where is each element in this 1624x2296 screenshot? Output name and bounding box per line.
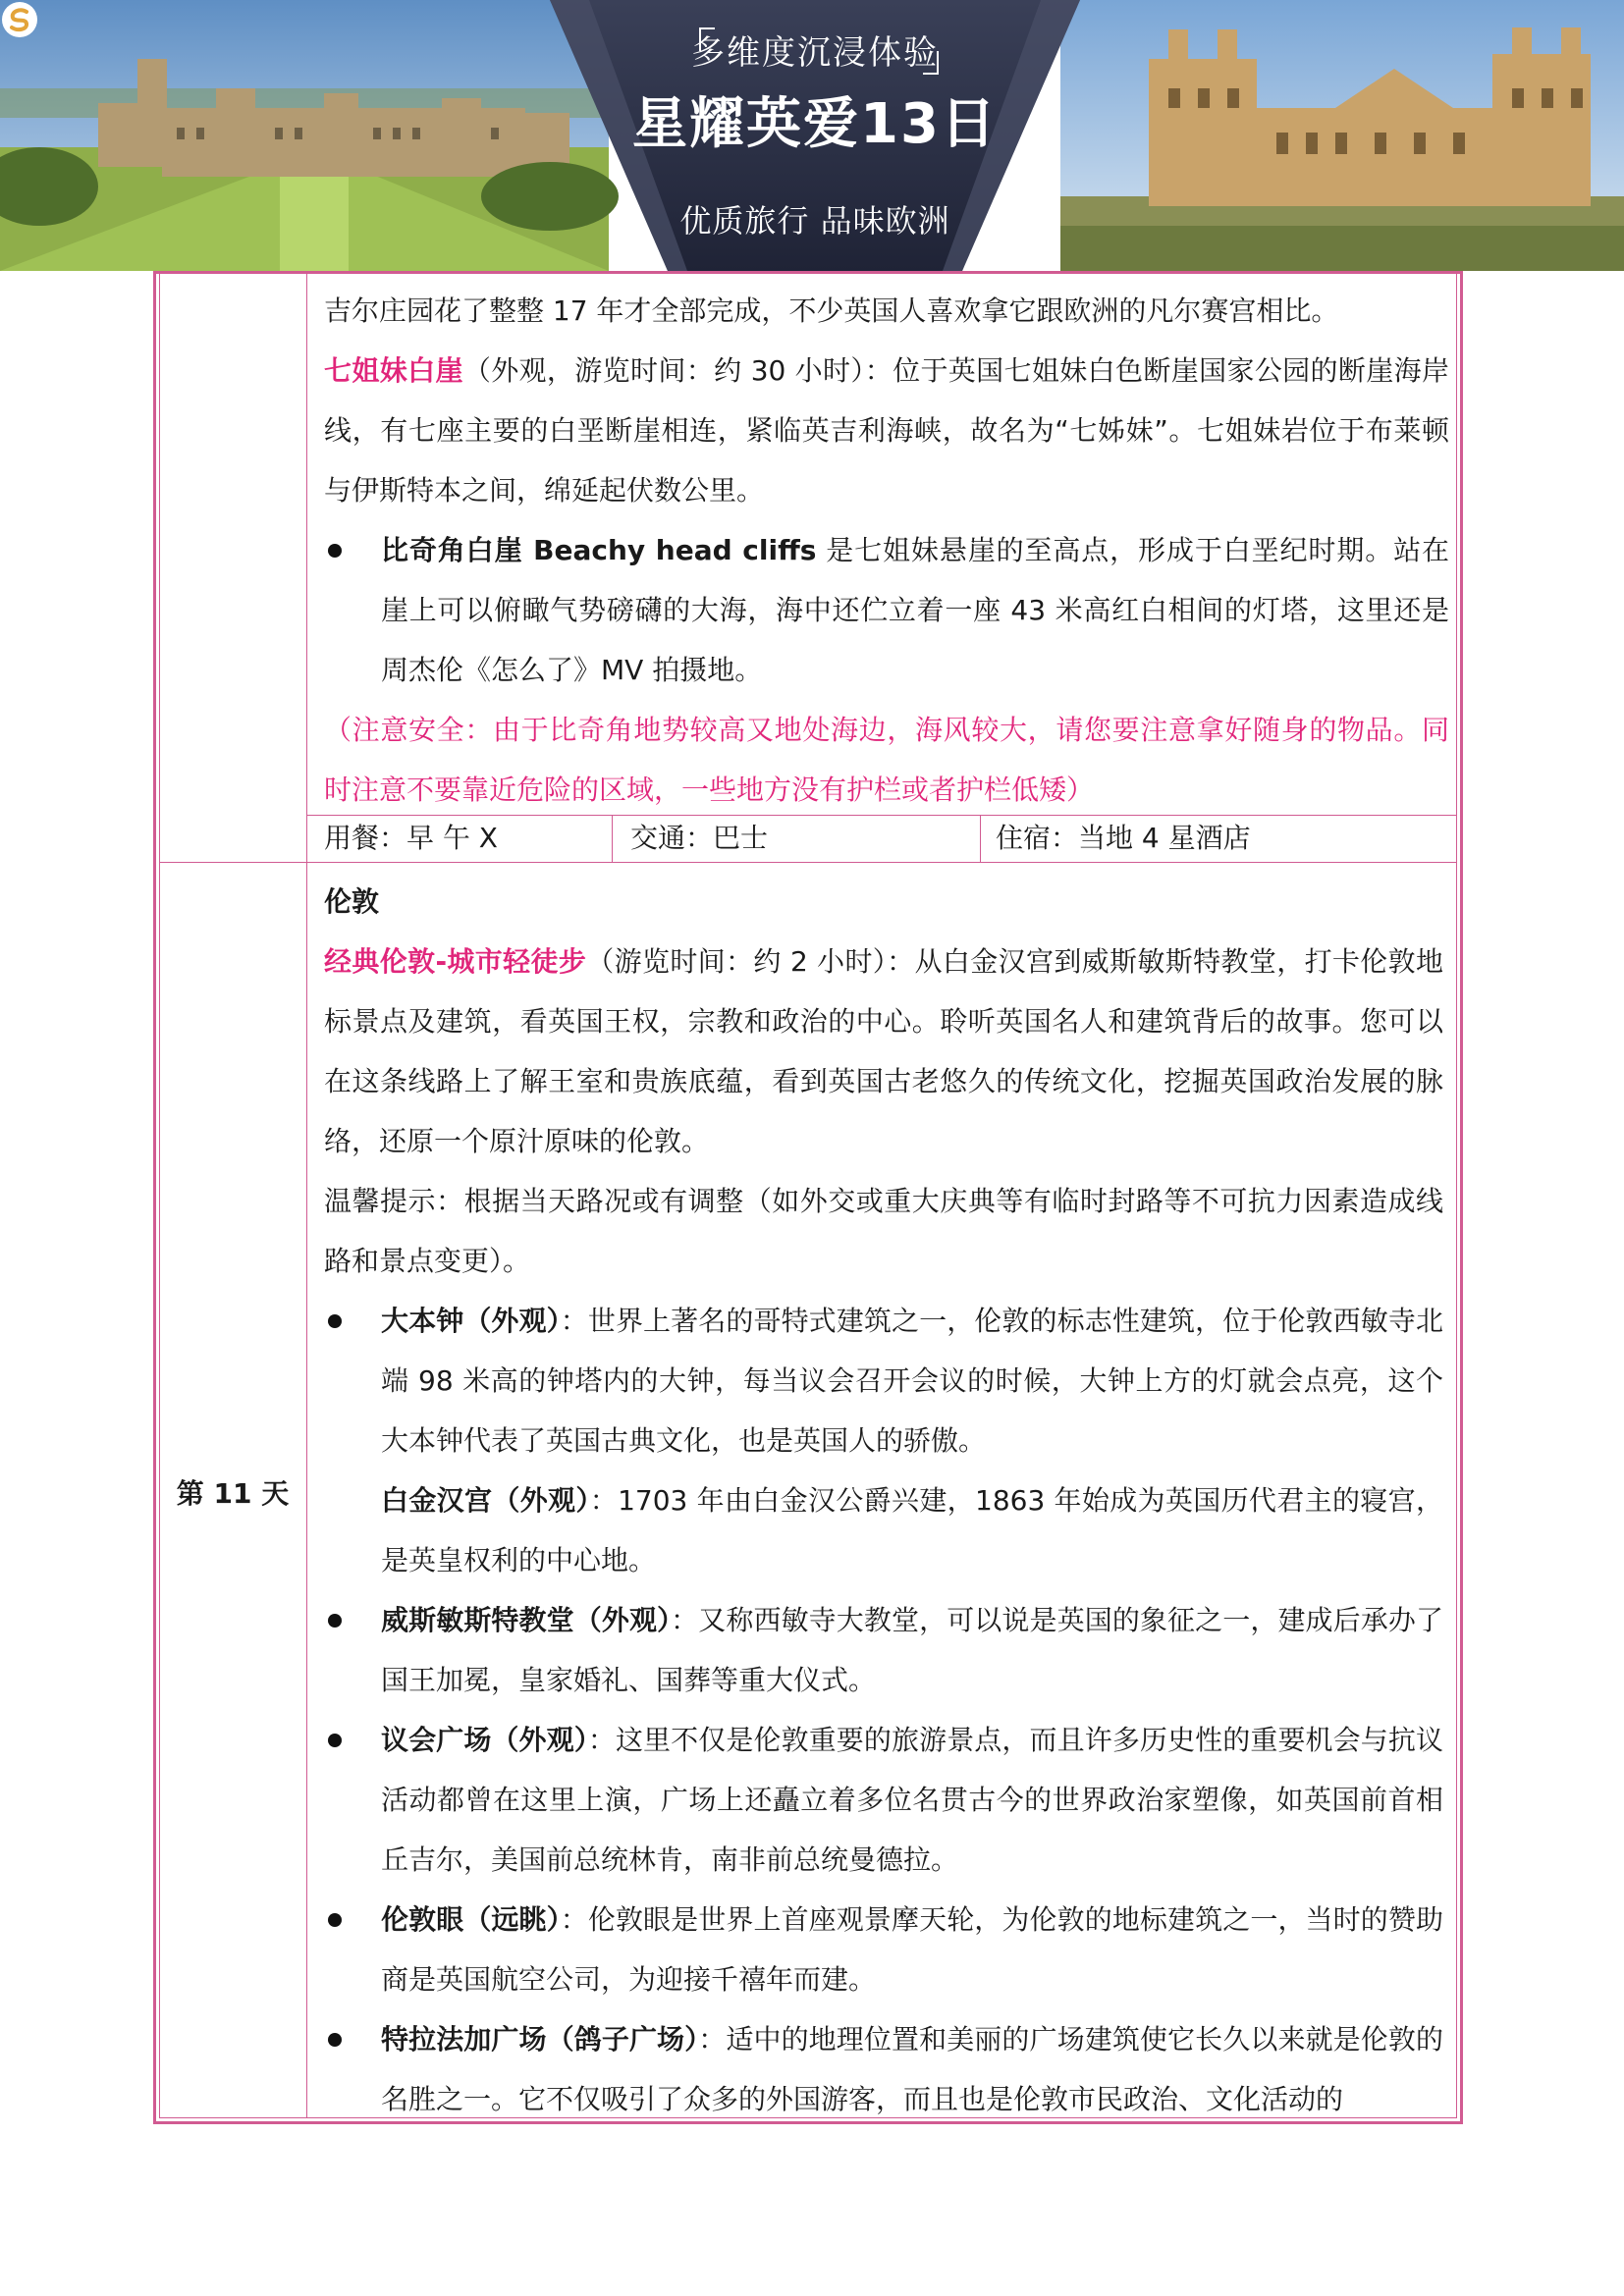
london-eye-title: 伦敦眼（远眺） [381,1903,561,1936]
seven-sisters-text: （外观，游览时间：约 30 小时）：位于英国七姐妹白色断崖国家公园的断崖海岸线，有七座主要的白垩断崖相连，紧临英吉利海峡，故名为“七姊妹”。七姐妹岩位于布莱顿与伊斯特本之间，绵延起伏数公里。 [324,354,1449,507]
westminster-item [324,1590,1443,1710]
banner-title: 星耀英爱13日 [632,92,998,156]
bullet-icon [328,1614,342,1628]
meals-info: 用餐：早 午 X [324,822,498,854]
header-banner [0,0,1624,271]
trafalgar-text: ：适中的地理位置和美丽的广场建筑使它长久以来就是伦敦的名胜之一。它不仅吸引了众多的外国游客，而且也是伦敦市民政治、文化活动的 [381,2023,1443,2115]
meal-cell-divider-2 [980,815,981,862]
london-walk-paragraph [324,932,1443,1171]
transport-info: 交通：巴士 [630,822,769,854]
buckingham-title: 白金汉宫（外观） [381,1484,590,1517]
london-eye-item [324,1890,1443,2009]
meal-cell-divider-1 [612,815,613,862]
seven-sisters-paragraph [324,341,1449,520]
day11-label: 第 11 天 [176,1477,290,1510]
bullet-icon [328,544,342,558]
bullet-icon [328,1913,342,1927]
bullet-icon [328,1314,342,1328]
day11-content [324,872,1443,2129]
big-ben-item [324,1291,1443,1470]
westminster-text: ：又称西敏寺大教堂，可以说是英国的象征之一，建成后承办了国王加冕，皇家婚礼、国葬等重大仪式。 [381,1604,1443,1696]
day10-continued-text: 吉尔庄园花了整整 17 年才全部完成，不少英国人喜欢拿它跟欧洲的凡尔赛宫相比。 [324,294,1339,327]
parliament-square-text: ：这里不仅是伦敦重要的旅游景点，而且许多历史性的重要机会与抗议活动都曾在这里上演，广场上还矗立着多位名贯古今的世界政治家塑像，如英国前首相丘吉尔，美国前总统林肯，南非前总统曼德拉。 [381,1724,1443,1876]
beachy-head-title: 比奇角白崖 Beachy head cliffs [381,534,817,566]
beachy-head-item [324,520,1449,700]
tagline-bracket-right [923,51,939,75]
seven-sisters-title: 七姐妹白崖 [324,354,463,387]
buckingham-item [324,1470,1443,1590]
day-row-divider [159,862,1457,863]
hotel-info: 住宿：当地 4 星酒店 [996,822,1251,854]
london-walk-text: （游览时间：约 2 小时）：从白金汉宫到威斯敏斯特教堂，打卡伦敦地标景点及建筑，看英国王权，宗教和政治的中心。聆听英国名人和建筑背后的故事。您可以在这条线路上了解王室和贵族底蕴，看到英国古老悠久的传统文化，挖掘英国政治发展的脉络，还原一个原汁原味的伦敦。 [324,945,1444,1157]
london-walk-title: 经典伦敦-城市轻徒步 [324,945,587,978]
london-eye-text: ：伦敦眼是世界上首座观景摩天轮，为伦敦的地标建筑之一，当时的赞助商是英国航空公司，为迎接千禧年而建。 [381,1903,1443,1996]
banner-slogan: 优质旅行 品味欧洲 [679,202,950,240]
parliament-square-title: 议会广场（外观） [381,1724,588,1756]
warm-tip: 温馨提示：根据当天路况或有调整（如外交或重大庆典等有临时封路等不可抗力因素造成线路和景点变更）。 [324,1185,1443,1277]
trafalgar-item [324,2009,1443,2129]
westminster-title: 威斯敏斯特教堂（外观） [381,1604,672,1636]
safety-note: （注意安全：由于比奇角地势较高又地处海边，海风较大，请您要注意拿好随身的物品。同时注意不要靠近危险的区域，一些地方没有护栏或者护栏低矮） [324,714,1449,806]
parliament-square-item [324,1710,1443,1890]
beachy-head-text: 是七姐妹悬崖的至高点，形成于白垩纪时期。站在崖上可以俯瞰气势磅礴的大海，海中还伫立着一座 43 米高红白相间的灯塔，这里还是周杰伦《怎么了》MV 拍摄地。 [381,534,1449,686]
trafalgar-title: 特拉法加广场（鸽子广场） [381,2023,699,2056]
day10-content [324,281,1449,820]
big-ben-title: 大本钟（外观） [381,1305,561,1337]
swirl-logo-icon [0,0,39,39]
buckingham-text: ：1703 年由白金汉公爵兴建，1863 年始成为英国历代君主的寝宫，是英皇权利的中心地。 [381,1484,1443,1576]
banner-tagline: 多维度沉浸体验 [691,33,939,73]
day11-city: 伦敦 [324,885,380,918]
big-ben-text: ：世界上著名的哥特式建筑之一，伦敦的标志性建筑，位于伦敦西敏寺北端 98 米高的钟塔内的大钟，每当议会召开会议的时候，大钟上方的灯就会点亮，这个大本钟代表了英国古典文化，也是英国人的骄傲。 [381,1305,1443,1457]
table-column-divider [306,271,307,2118]
bullet-icon [328,1734,342,1747]
bullet-icon [328,2033,342,2047]
